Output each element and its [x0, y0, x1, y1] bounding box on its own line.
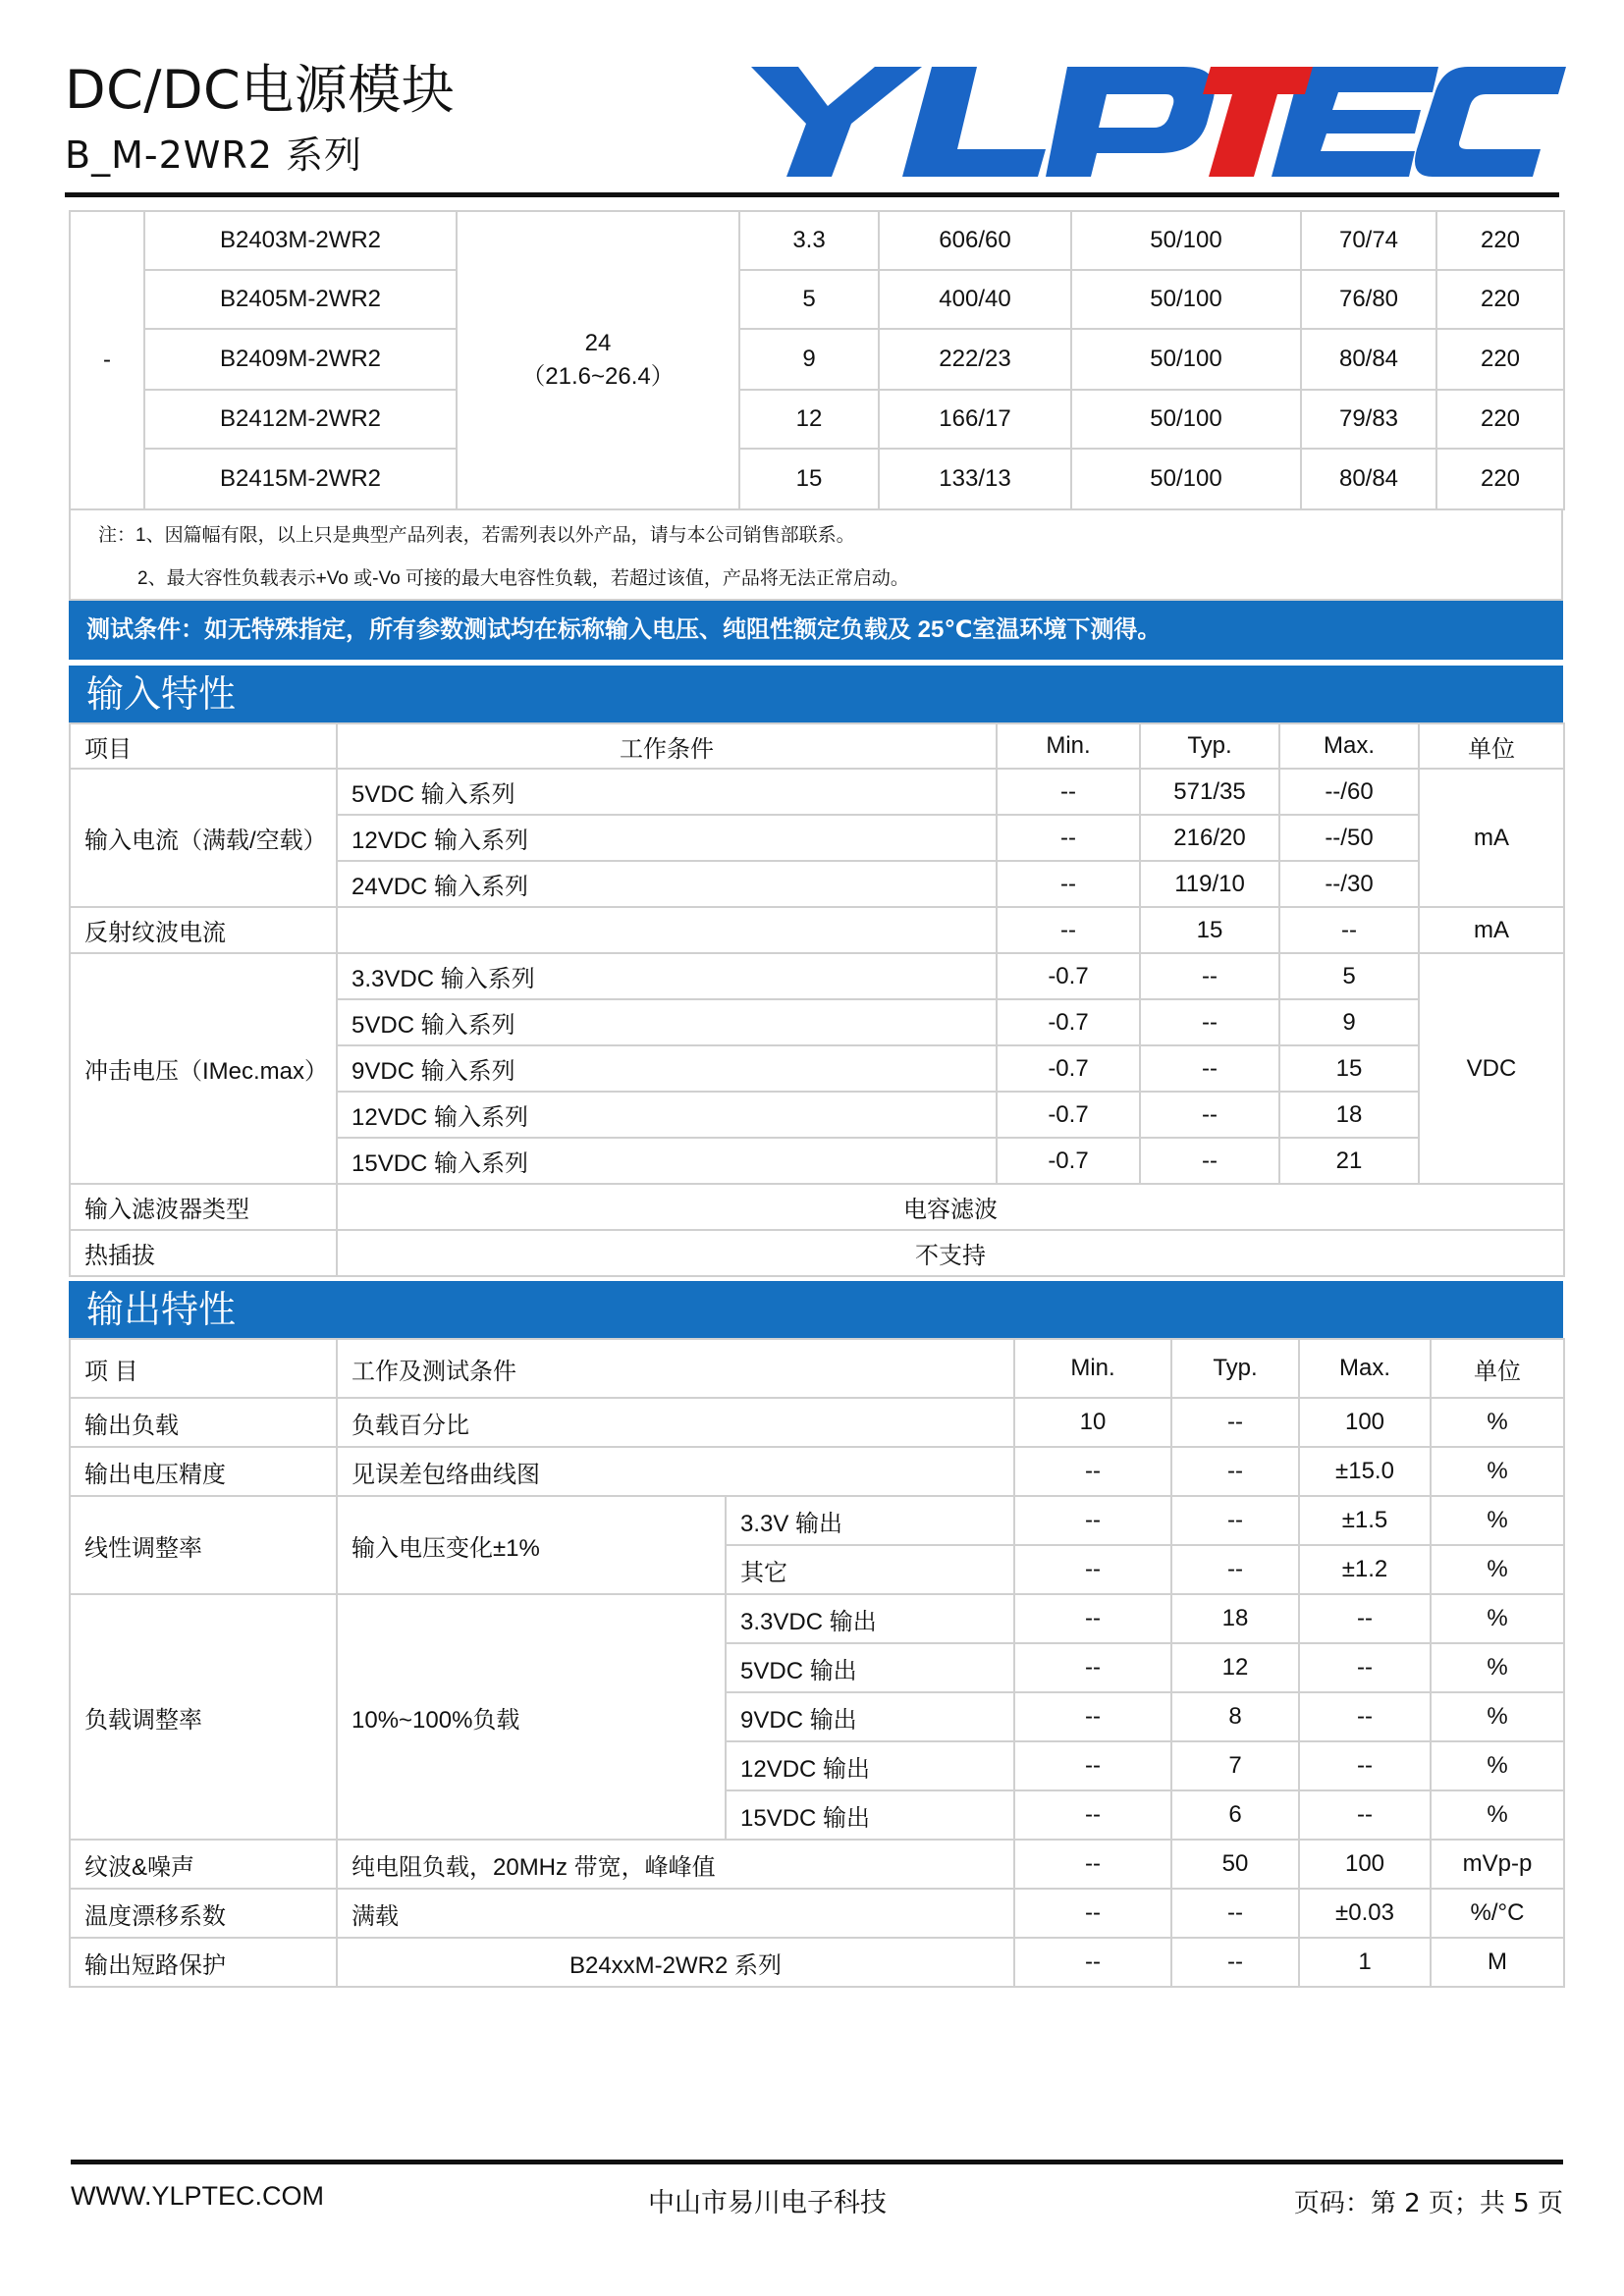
input-current-label: 输入电流（满载/空载） [70, 769, 337, 907]
iout-cell: 222/23 [879, 329, 1071, 390]
table-row [70, 1230, 1564, 1276]
vout-cell: 15 [739, 449, 879, 509]
header-max: Max. [1299, 1339, 1431, 1398]
unit-cell: % [1431, 1496, 1564, 1545]
sub-condition-cell: 其它 [726, 1545, 1014, 1594]
sub-condition-cell: 5VDC 输出 [726, 1643, 1014, 1692]
header-unit: 单位 [1431, 1339, 1564, 1398]
vout-cell: 3.3 [739, 211, 879, 270]
table-row [70, 769, 1564, 815]
output-spec-table [69, 1338, 1565, 1988]
cap-cell: 50/100 [1071, 329, 1301, 390]
cap-cell: 50/100 [1071, 211, 1301, 270]
table-row [70, 1594, 1564, 1643]
condition-cell: 纯电阻负载，20MHz 带宽，峰峰值 [337, 1840, 1014, 1889]
max-cell: 5 [1279, 953, 1419, 999]
min-cell: 10 [1014, 1398, 1171, 1447]
max-cell: 15 [1279, 1045, 1419, 1092]
max-cell: 1 [1299, 1938, 1431, 1987]
condition-cell: 3.3VDC 输入系列 [337, 953, 997, 999]
max-cap-cell: 220 [1436, 449, 1564, 509]
max-cell: 21 [1279, 1138, 1419, 1184]
hotplug-value: 不支持 [337, 1230, 1564, 1276]
condition-cell: 负载百分比 [337, 1398, 1014, 1447]
unit-cell: % [1431, 1790, 1564, 1840]
max-cell: -- [1279, 907, 1419, 953]
max-cell: ±1.2 [1299, 1545, 1431, 1594]
min-cell: -- [997, 815, 1140, 861]
condition-cell: 9VDC 输入系列 [337, 1045, 997, 1092]
table-row [70, 211, 1564, 270]
header-unit: 单位 [1419, 723, 1564, 769]
condition-cell: 15VDC 输入系列 [337, 1138, 997, 1184]
header-condition: 工作条件 [337, 723, 997, 769]
table-row [70, 953, 1564, 999]
model-table [69, 210, 1565, 510]
filter-value: 电容滤波 [337, 1184, 1564, 1230]
sub-condition-cell: 9VDC 输出 [726, 1692, 1014, 1741]
unit-cell: mA [1419, 907, 1564, 953]
header-typ: Typ. [1140, 723, 1279, 769]
table-row [70, 907, 1564, 953]
table-row [70, 270, 1564, 329]
typ-cell: 15 [1140, 907, 1279, 953]
output-load-label: 输出负载 [70, 1398, 337, 1447]
iout-cell: 606/60 [879, 211, 1071, 270]
max-cap-cell: 220 [1436, 329, 1564, 390]
table-header-row [70, 723, 1564, 769]
vout-cell: 9 [739, 329, 879, 390]
unit-cell: VDC [1419, 953, 1564, 1184]
max-cell: --/30 [1279, 861, 1419, 907]
sub-condition-cell: 3.3V 输出 [726, 1496, 1014, 1545]
max-cell: 100 [1299, 1398, 1431, 1447]
min-cell: -- [1014, 1938, 1171, 1987]
unit-cell: % [1431, 1643, 1564, 1692]
max-cell: --/60 [1279, 769, 1419, 815]
min-cell: -0.7 [997, 999, 1140, 1045]
eff-cell: 76/80 [1301, 270, 1436, 329]
header-item: 项 目 [70, 1339, 337, 1398]
notes-box [69, 510, 1563, 601]
eff-cell: 79/83 [1301, 390, 1436, 449]
min-cell: -- [1014, 1741, 1171, 1790]
typ-cell: 216/20 [1140, 815, 1279, 861]
max-cell: -- [1299, 1594, 1431, 1643]
min-cell: -- [1014, 1790, 1171, 1840]
typ-cell: 7 [1171, 1741, 1299, 1790]
typ-cell: -- [1171, 1398, 1299, 1447]
typ-cell: -- [1171, 1447, 1299, 1496]
typ-cell: 50 [1171, 1840, 1299, 1889]
header-rule [65, 192, 1559, 197]
certification-cell: - [70, 211, 144, 509]
min-cell: -- [1014, 1545, 1171, 1594]
table-row [70, 1496, 1564, 1545]
condition-cell: 12VDC 输入系列 [337, 1092, 997, 1138]
unit-cell: % [1431, 1545, 1564, 1594]
typ-cell: 571/35 [1140, 769, 1279, 815]
short-protection-label: 输出短路保护 [70, 1938, 337, 1987]
typ-cell: 119/10 [1140, 861, 1279, 907]
input-section-title: 输入特性 [69, 666, 1563, 722]
unit-cell: % [1431, 1447, 1564, 1496]
typ-cell: -- [1140, 1045, 1279, 1092]
max-cell: ±0.03 [1299, 1889, 1431, 1938]
header-typ: Typ. [1171, 1339, 1299, 1398]
header-min: Min. [1014, 1339, 1171, 1398]
header-condition: 工作及测试条件 [337, 1339, 1014, 1398]
cap-cell: 50/100 [1071, 270, 1301, 329]
footer-website: WWW.YLPTEC.COM [71, 2181, 324, 2211]
model-cell: B2409M-2WR2 [144, 329, 457, 390]
hotplug-label: 热插拔 [70, 1230, 337, 1276]
sub-condition-cell: 15VDC 输出 [726, 1790, 1014, 1840]
line-reg-label: 线性调整率 [70, 1496, 337, 1594]
table-row [70, 1938, 1564, 1987]
max-cell: ±15.0 [1299, 1447, 1431, 1496]
min-cell: -0.7 [997, 1045, 1140, 1092]
load-reg-label: 负载调整率 [70, 1594, 337, 1840]
series-subtitle: B_M-2WR2 系列 [65, 133, 362, 177]
input-spec-table [69, 722, 1565, 1277]
table-row [70, 390, 1564, 449]
temp-coeff-label: 温度漂移系数 [70, 1889, 337, 1938]
model-cell: B2415M-2WR2 [144, 449, 457, 509]
max-cell: --/50 [1279, 815, 1419, 861]
min-cell: -0.7 [997, 1138, 1140, 1184]
note-2: 2、最大容性负载表示+Vo 或-Vo 可接的最大电容性负载，若超过该值，产品将无法正常启动。 [137, 568, 909, 589]
max-cap-cell: 220 [1436, 211, 1564, 270]
condition-cell: 24VDC 输入系列 [337, 861, 997, 907]
condition-cell: 见误差包络曲线图 [337, 1447, 1014, 1496]
accuracy-label: 输出电压精度 [70, 1447, 337, 1496]
header-item: 项目 [70, 723, 337, 769]
filter-label: 输入滤波器类型 [70, 1184, 337, 1230]
min-cell: -- [997, 769, 1140, 815]
table-row [70, 1889, 1564, 1938]
iout-cell: 133/13 [879, 449, 1071, 509]
max-cell: -- [1299, 1692, 1431, 1741]
condition-cell: 输入电压变化±1% [337, 1496, 726, 1594]
table-row [70, 1398, 1564, 1447]
unit-cell: % [1431, 1398, 1564, 1447]
min-cell: -0.7 [997, 1092, 1140, 1138]
output-section-title: 输出特性 [69, 1281, 1563, 1338]
table-header-row [70, 1339, 1564, 1398]
typ-cell: 18 [1171, 1594, 1299, 1643]
input-voltage: 24 [584, 330, 612, 356]
typ-cell: -- [1171, 1889, 1299, 1938]
cap-cell: 50/100 [1071, 390, 1301, 449]
typ-cell: 12 [1171, 1643, 1299, 1692]
vout-cell: 5 [739, 270, 879, 329]
condition-cell: 满载 [337, 1889, 1014, 1938]
header-min: Min. [997, 723, 1140, 769]
typ-cell: -- [1171, 1496, 1299, 1545]
unit-cell: M [1431, 1938, 1564, 1987]
unit-cell: % [1431, 1741, 1564, 1790]
input-voltage-cell [457, 211, 739, 509]
condition-cell: 10%~100%负载 [337, 1594, 726, 1840]
vout-cell: 12 [739, 390, 879, 449]
min-cell: -- [1014, 1496, 1171, 1545]
min-cell: -- [1014, 1692, 1171, 1741]
condition-cell: B24xxM-2WR2 系列 [337, 1938, 1014, 1987]
typ-cell: -- [1171, 1938, 1299, 1987]
footer-page-number: 页码：第 2 页；共 5 页 [1293, 2189, 1563, 2218]
max-cap-cell: 220 [1436, 390, 1564, 449]
max-cell: -- [1299, 1790, 1431, 1840]
header-max: Max. [1279, 723, 1419, 769]
model-cell: B2403M-2WR2 [144, 211, 457, 270]
typ-cell: -- [1140, 999, 1279, 1045]
model-cell: B2412M-2WR2 [144, 390, 457, 449]
table-row [70, 1184, 1564, 1230]
typ-cell: -- [1171, 1545, 1299, 1594]
table-row [70, 449, 1564, 509]
footer-company: 中山市易川电子科技 [648, 2188, 887, 2218]
unit-cell: % [1431, 1692, 1564, 1741]
unit-cell: %/°C [1431, 1889, 1564, 1938]
ylptec-logo [722, 59, 1566, 185]
max-cell: -- [1299, 1741, 1431, 1790]
iout-cell: 166/17 [879, 390, 1071, 449]
eff-cell: 70/74 [1301, 211, 1436, 270]
typ-cell: 6 [1171, 1790, 1299, 1840]
max-cell: -- [1299, 1643, 1431, 1692]
min-cell: -- [997, 861, 1140, 907]
max-cell: 9 [1279, 999, 1419, 1045]
model-cell: B2405M-2WR2 [144, 270, 457, 329]
typ-cell: -- [1140, 953, 1279, 999]
max-cell: 18 [1279, 1092, 1419, 1138]
typ-cell: 8 [1171, 1692, 1299, 1741]
footer-rule [71, 2160, 1563, 2164]
note-1: 注：1、因篇幅有限，以上只是典型产品列表，若需列表以外产品，请与本公司销售部联系。 [98, 525, 855, 546]
test-conditions-bar: 测试条件：如无特殊指定，所有参数测试均在标称输入电压、纯阻性额定负载及 25℃室温环境下测得。 [69, 601, 1563, 660]
table-row [70, 1840, 1564, 1889]
typ-cell: -- [1140, 1138, 1279, 1184]
page-title: DC/DC电源模块 [65, 59, 456, 121]
min-cell: -- [1014, 1643, 1171, 1692]
min-cell: -- [1014, 1889, 1171, 1938]
surge-voltage-label: 冲击电压（IMec.max） [70, 953, 337, 1184]
table-row [70, 329, 1564, 390]
max-cell: ±1.5 [1299, 1496, 1431, 1545]
unit-cell: % [1431, 1594, 1564, 1643]
unit-cell: mVp-p [1431, 1840, 1564, 1889]
max-cap-cell: 220 [1436, 270, 1564, 329]
table-row [70, 1447, 1564, 1496]
max-cell: 100 [1299, 1840, 1431, 1889]
input-range: （21.6~26.4） [521, 363, 675, 390]
condition-cell: 12VDC 输入系列 [337, 815, 997, 861]
condition-cell: 5VDC 输入系列 [337, 999, 997, 1045]
min-cell: -- [1014, 1594, 1171, 1643]
typ-cell: -- [1140, 1092, 1279, 1138]
eff-cell: 80/84 [1301, 449, 1436, 509]
unit-cell: mA [1419, 769, 1564, 907]
ripple-noise-label: 纹波&噪声 [70, 1840, 337, 1889]
sub-condition-cell: 12VDC 输出 [726, 1741, 1014, 1790]
sub-condition-cell: 3.3VDC 输出 [726, 1594, 1014, 1643]
eff-cell: 80/84 [1301, 329, 1436, 390]
cap-cell: 50/100 [1071, 449, 1301, 509]
condition-cell [337, 907, 997, 953]
ripple-current-label: 反射纹波电流 [70, 907, 337, 953]
min-cell: -- [1014, 1840, 1171, 1889]
min-cell: -0.7 [997, 953, 1140, 999]
iout-cell: 400/40 [879, 270, 1071, 329]
min-cell: -- [997, 907, 1140, 953]
condition-cell: 5VDC 输入系列 [337, 769, 997, 815]
min-cell: -- [1014, 1447, 1171, 1496]
